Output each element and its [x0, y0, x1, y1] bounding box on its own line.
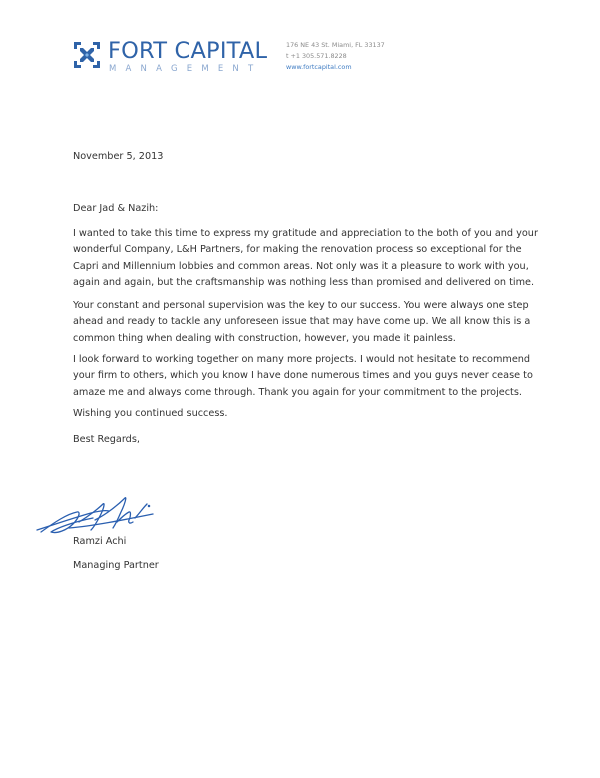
body-paragraph-1	[73, 226, 543, 291]
paragraph-text: Your constant and personal supervision was the key to our success. You were always one step ahead and ready to tackle any unforeseen issue that may have come up. We all know this is a common thing when dealing with construction, however, you made it painless.	[73, 300, 531, 344]
closing: Best Regards,	[73, 434, 140, 445]
website-link[interactable]: www.fortcapital.com	[286, 62, 352, 71]
paragraph-text: I wanted to take this time to express my gratitude and appreciation to the both of you and your wonderful Company, L&H Partners, for making the renovation process so exceptional for the Capri and Millennium lobbies and common areas. Not only was it a pleasure to work with you, again and again, but the craftsmanship was nothing less than promised and delivered on time.	[73, 228, 538, 288]
body-paragraph-4: Wishing you continued success.	[73, 408, 228, 419]
letterhead	[72, 38, 552, 78]
letter-date: November 5, 2013	[73, 151, 164, 162]
contact-block	[286, 40, 385, 72]
signer-title: Managing Partner	[73, 560, 159, 571]
brand-name: FORT CAPITAL	[108, 38, 268, 64]
handwritten-signature	[33, 492, 173, 540]
address: 176 NE 43 St. Miami, FL 33137	[286, 41, 385, 49]
brand-subtitle: MANAGEMENT	[109, 64, 263, 74]
paragraph-text: I look forward to working together on many more projects. I would not hesitate to recommend your firm to others, which you know I have done numerous times and you guys never cease to amaze me and always come through. Thank you again for your commitment to the projects.	[73, 354, 533, 398]
signer-name: Ramzi Achi	[73, 536, 127, 547]
salutation: Dear Jad & Nazih:	[73, 203, 159, 214]
fort-capital-logo-icon	[72, 40, 102, 70]
body-paragraph-3	[73, 352, 543, 401]
phone: t +1 305.571.8228	[286, 51, 347, 60]
body-paragraph-2	[73, 298, 543, 347]
